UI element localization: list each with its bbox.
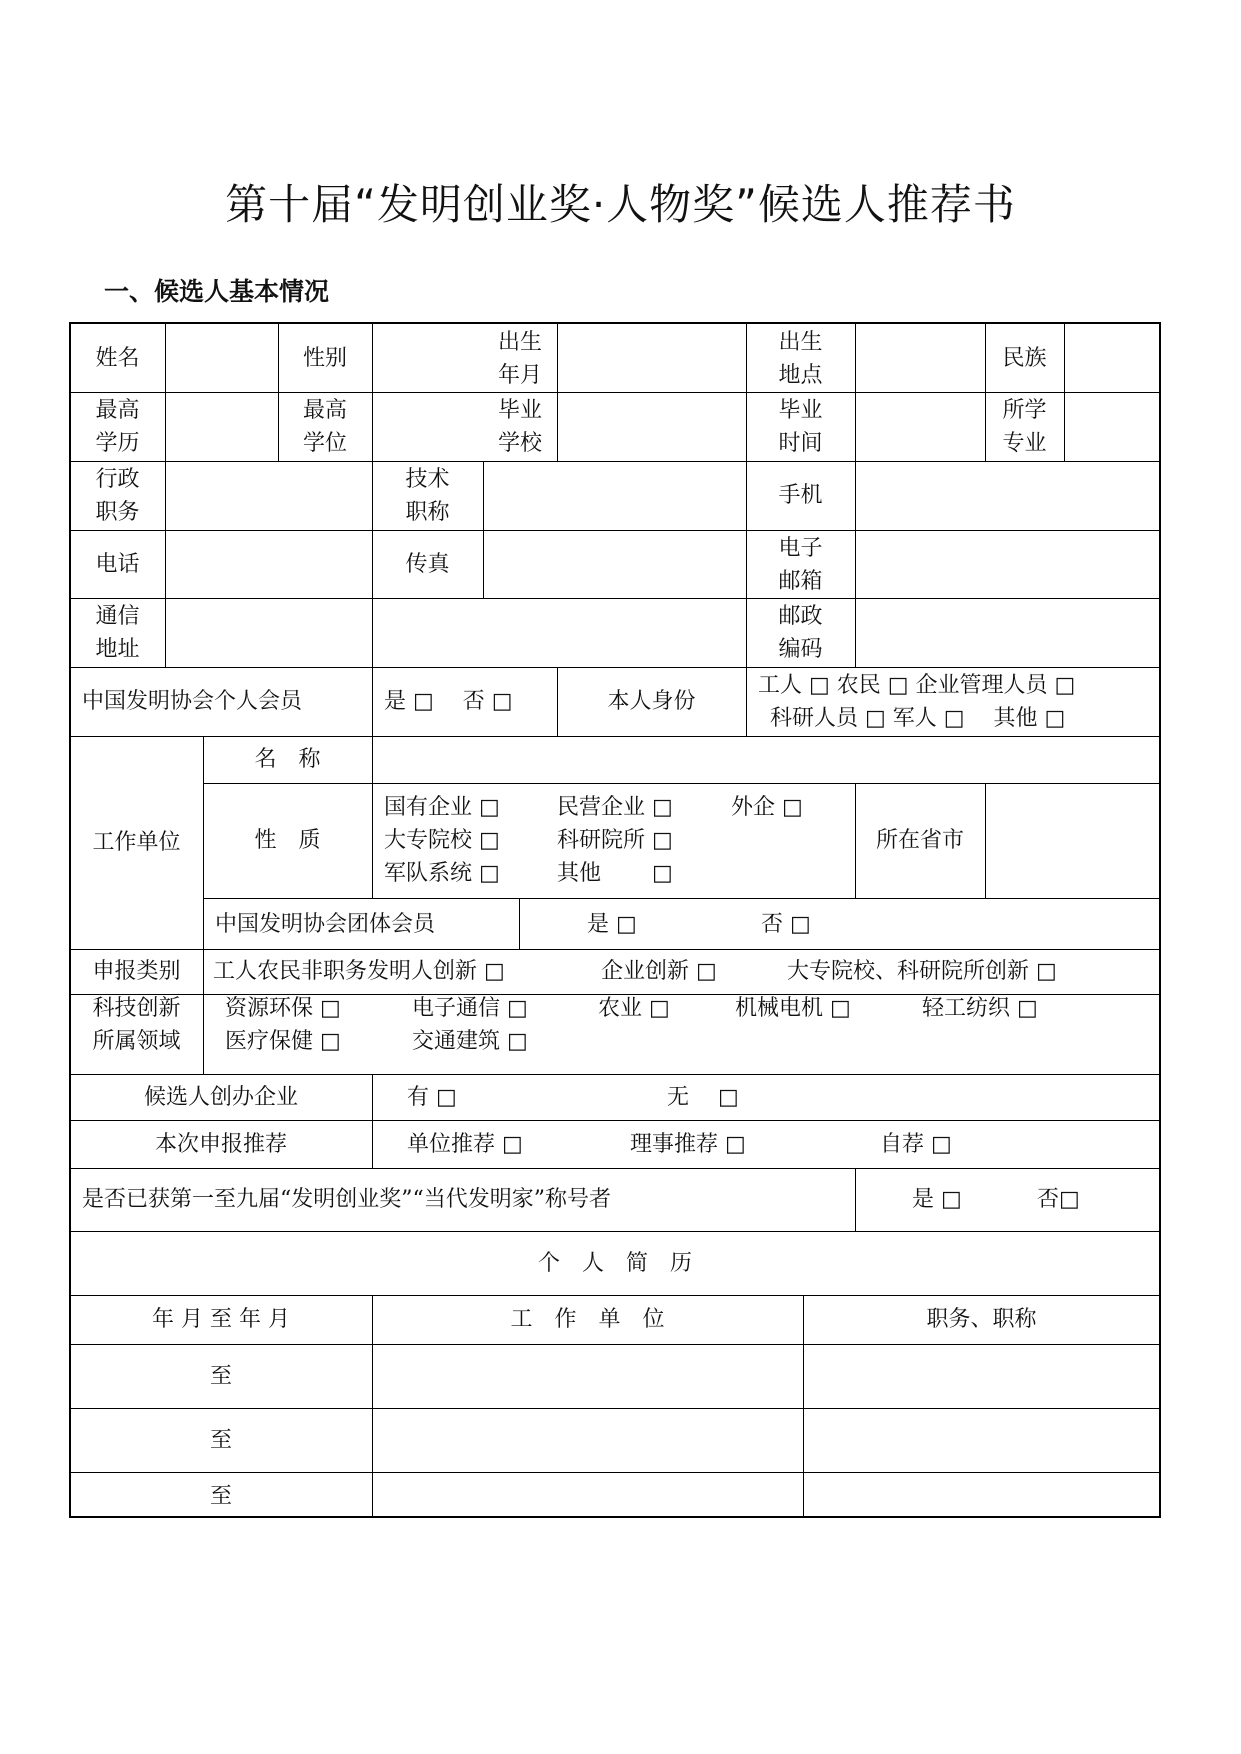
resume-title-cell[interactable] [804,1409,1159,1472]
label-address: 通信 [95,604,140,629]
nature-option[interactable]: 国有企业 □ [384,795,500,820]
field-option[interactable]: 轻工纺织 □ [922,996,1038,1021]
birthplace-field[interactable] [856,325,985,392]
col-divider [519,898,520,949]
birth-date-field[interactable] [558,325,746,392]
row-divider [70,1231,1160,1232]
label-graduation-time: 毕业 [778,398,823,423]
row-divider [70,667,1160,668]
label-previous-award: 是否已获第一至九届“发明创业奖”“当代发明家”称号者 [82,1187,611,1212]
category-option[interactable]: 大专院校、科研院所创新 □ [787,959,1057,984]
label-name: 姓名 [95,346,140,371]
address-field[interactable] [166,599,746,667]
col-divider [203,949,204,1074]
unit-name-field[interactable] [373,737,1159,783]
label-work-unit: 工作单位 [92,830,181,855]
fax-field[interactable] [484,531,746,598]
resume-col-unit: 工 作 单 位 [510,1307,665,1332]
label-postcode: 编码 [778,637,823,662]
member-checkboxes[interactable]: 是 □ 否 □ [384,689,513,714]
row-divider [70,1120,1160,1121]
group-yes-checkbox[interactable]: 是 □ [587,912,637,937]
mobile-field[interactable] [856,462,1159,530]
row-divider [70,1295,1160,1296]
label-tech-title: 技术 [405,467,450,492]
name-field[interactable] [166,325,278,392]
phone-field[interactable] [166,531,372,598]
label-birth: 年月 [497,363,542,388]
label-identity: 本人身份 [607,689,696,714]
recommend-option[interactable]: 自荐 □ [880,1132,952,1157]
resume-period-cell[interactable]: 至 [209,1428,232,1453]
postcode-field[interactable] [856,599,1159,667]
degree-field[interactable] [373,393,483,461]
label-admin-post: 行政 [95,467,140,492]
category-option[interactable]: 工人农民非职务发明人创新 □ [213,959,505,984]
tech-title-field[interactable] [484,462,746,530]
nature-option[interactable]: 大专院校 □ [384,828,500,853]
label-unit-nature: 性 质 [254,828,321,853]
row-divider [70,1074,1160,1075]
label-group-member: 中国发明协会团体会员 [215,912,436,937]
field-option[interactable]: 机械电机 □ [735,996,851,1021]
enterprise-no-checkbox[interactable]: 无 □ [667,1085,739,1110]
label-education: 最高 [95,398,140,423]
label-enterprise: 候选人创办企业 [143,1085,298,1110]
recommend-option[interactable]: 理事推荐 □ [630,1132,746,1157]
resume-unit-cell[interactable] [373,1345,803,1408]
label-unit-name: 名 称 [254,747,321,772]
label-email: 邮箱 [778,569,823,594]
label-category: 申报类别 [92,959,181,984]
resume-title-cell[interactable] [804,1473,1159,1516]
province-field[interactable] [986,784,1159,898]
row-divider [70,1168,1160,1169]
label-recommend: 本次申报推荐 [154,1132,287,1157]
resume-col-title: 职务、职称 [926,1307,1037,1332]
label-graduation-time: 时间 [778,431,823,456]
admin-post-field[interactable] [166,462,372,530]
nature-option[interactable]: 军队系统 □ [384,861,500,886]
label-degree: 最高 [302,398,347,423]
gender-field[interactable] [373,325,483,392]
field-option[interactable]: 农业 □ [598,996,670,1021]
label-major: 专业 [1002,431,1047,456]
identity-checkboxes[interactable]: 工人 □ 农民 □ 企业管理人员 □ [758,673,1076,698]
label-school: 毕业 [497,398,542,423]
label-major: 所学 [1002,398,1047,423]
resume-unit-cell[interactable] [373,1473,803,1516]
previous-no-checkbox[interactable]: 否□ [1037,1187,1080,1212]
label-ethnicity: 民族 [1002,346,1047,371]
category-option[interactable]: 企业创新 □ [601,959,717,984]
field-option[interactable]: 医疗保健 □ [225,1029,341,1054]
label-mobile: 手机 [778,483,823,508]
label-degree: 学位 [302,431,347,456]
recommend-option[interactable]: 单位推荐 □ [407,1132,523,1157]
label-address: 地址 [95,637,140,662]
previous-yes-checkbox[interactable]: 是 □ [912,1187,962,1212]
col-divider [372,1074,373,1168]
resume-title-cell[interactable] [804,1345,1159,1408]
row-divider [70,949,1160,950]
identity-checkboxes[interactable]: 科研人员 □ 军人 □ 其他 □ [770,706,1066,731]
label-postcode: 邮政 [778,604,823,629]
label-tech-field: 科技创新 [92,996,181,1021]
resume-col-period: 年 月 至 年 月 [152,1307,290,1332]
resume-period-cell[interactable]: 至 [209,1484,232,1509]
ethnicity-field[interactable] [1065,325,1159,392]
label-education: 学历 [95,431,140,456]
major-field[interactable] [1065,393,1159,461]
label-birthplace: 出生 [778,330,823,355]
label-phone: 电话 [95,552,140,577]
label-tech-field: 所属领域 [92,1029,181,1054]
label-gender: 性别 [302,346,347,371]
col-divider [855,1168,856,1231]
label-birthplace: 地点 [778,363,823,388]
school-field[interactable] [558,393,746,461]
nature-option[interactable]: 民营企业 □ [557,795,673,820]
resume-unit-cell[interactable] [373,1409,803,1472]
nature-option[interactable]: 外企 □ [731,795,803,820]
label-personal-member: 中国发明协会个人会员 [82,689,303,714]
graduation-time-field[interactable] [856,393,985,461]
label-email: 电子 [778,536,823,561]
field-option[interactable]: 电子通信 □ [412,996,528,1021]
email-field[interactable] [856,531,1159,598]
page-title: 第十届“发明创业奖·人物奖”候选人推荐书 [225,180,1016,229]
label-school: 学校 [497,431,542,456]
enterprise-yes-checkbox[interactable]: 有 □ [407,1085,457,1110]
label-province: 所在省市 [875,828,964,853]
label-tech-title: 职称 [405,500,450,525]
label-admin-post: 职务 [95,500,140,525]
section-heading: 一、候选人基本情况 [104,277,330,306]
row-divider [203,898,1160,899]
resume-heading: 个 人 简 历 [537,1251,692,1276]
field-option[interactable]: 资源环保 □ [225,996,341,1021]
label-fax: 传真 [405,552,450,577]
group-no-checkbox[interactable]: 否 □ [761,912,811,937]
nature-option[interactable]: 其他 □ [557,861,673,886]
education-field[interactable] [166,393,278,461]
resume-period-cell[interactable]: 至 [209,1364,232,1389]
nature-option[interactable]: 科研院所 □ [557,828,673,853]
label-birth: 出生 [497,330,542,355]
field-option[interactable]: 交通建筑 □ [412,1029,528,1054]
